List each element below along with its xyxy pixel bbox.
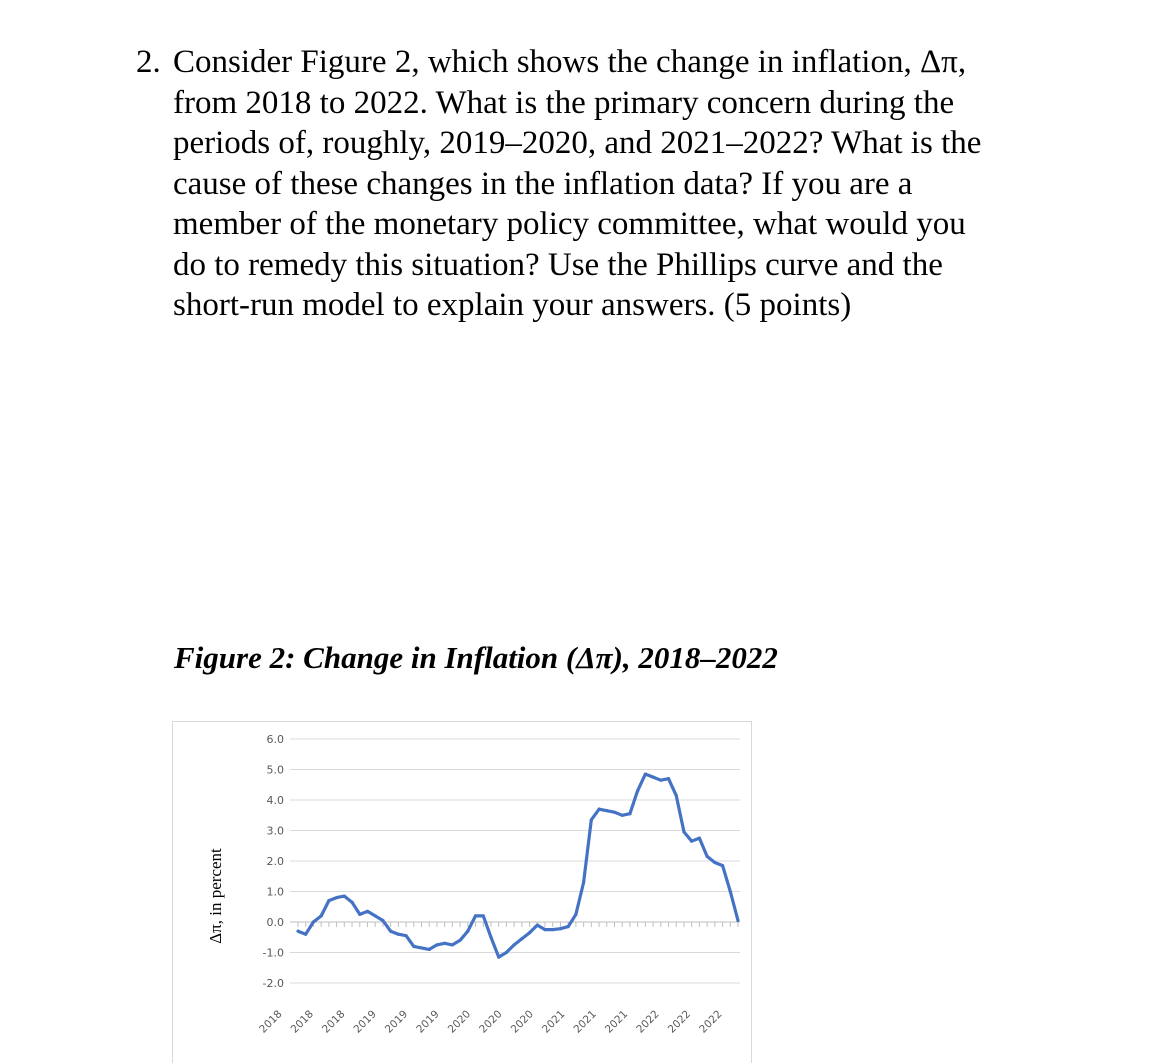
- y-tick-label: 6.0: [266, 733, 284, 746]
- data-point: [358, 913, 361, 916]
- data-point: [320, 914, 323, 917]
- question-line: cause of these changes in the inflation data? If you are a: [173, 165, 913, 202]
- y-tick-label: 0.0: [266, 916, 284, 929]
- data-point: [489, 936, 492, 939]
- data-point: [505, 951, 508, 954]
- data-point: [381, 919, 384, 922]
- data-point: [443, 942, 446, 945]
- x-tick-label: 2021: [571, 1008, 599, 1036]
- data-point: [474, 914, 477, 917]
- data-point: [605, 809, 608, 812]
- data-point: [644, 772, 647, 775]
- question-line: short-run model to explain your answers. (5 points): [173, 287, 852, 323]
- data-point: [582, 881, 585, 884]
- data-point: [574, 913, 577, 916]
- data-point: [651, 776, 654, 779]
- x-tick-label: 2020: [508, 1008, 537, 1036]
- data-point: [482, 914, 485, 917]
- x-tick-label: 2020: [445, 1008, 474, 1036]
- data-point: [713, 861, 716, 864]
- data-point: [667, 777, 670, 780]
- question-line: do to remedy this situation? Use the Phillips curve and the: [173, 246, 943, 283]
- y-axis-label: Δπ, in percent: [206, 848, 225, 944]
- data-point: [621, 814, 624, 817]
- data-point: [451, 943, 454, 946]
- data-point: [736, 919, 739, 922]
- y-tick-label: 4.0: [266, 794, 284, 807]
- data-point: [513, 943, 516, 946]
- x-tick-label: 2021: [540, 1008, 568, 1036]
- data-point: [520, 937, 523, 940]
- data-point: [343, 894, 346, 897]
- data-point: [420, 946, 423, 949]
- data-point: [374, 914, 377, 917]
- x-tick-label: 2022: [665, 1008, 694, 1036]
- y-tick-label: -1.0: [262, 946, 284, 960]
- question: [136, 42, 1036, 326]
- data-point: [397, 933, 400, 936]
- y-tick-label: 5.0: [266, 763, 284, 777]
- x-tick-label: 2018: [288, 1008, 317, 1036]
- data-point: [597, 808, 600, 811]
- data-point: [698, 837, 701, 840]
- data-point: [404, 934, 407, 937]
- x-tick-label: 2020: [477, 1008, 505, 1036]
- question-line: Consider Figure 2, which shows the change in inflation, Δπ,: [173, 44, 967, 80]
- data-point: [567, 925, 570, 928]
- data-point: [350, 901, 353, 904]
- question-line: periods of, roughly, 2019–2020, and 2021–2022? What is the: [173, 125, 982, 161]
- data-point: [706, 855, 709, 858]
- data-point: [428, 948, 431, 951]
- data-point: [366, 910, 369, 913]
- data-point: [721, 864, 724, 867]
- x-tick-label: 2019: [414, 1008, 442, 1036]
- data-point: [559, 927, 562, 930]
- data-point: [389, 930, 392, 933]
- data-point: [551, 928, 554, 931]
- x-tick-label: 2019: [382, 1008, 411, 1036]
- x-tick-label: 2022: [634, 1008, 662, 1036]
- y-tick-label: 1.0: [266, 885, 284, 899]
- y-tick-label: 3.0: [266, 824, 284, 838]
- question-number: 2.: [136, 44, 161, 80]
- x-tick-label: 2018: [320, 1008, 348, 1036]
- data-point: [729, 890, 732, 893]
- data-point: [628, 812, 631, 815]
- data-point: [659, 779, 662, 782]
- data-point: [636, 789, 639, 792]
- x-tick-label: 2018: [257, 1008, 285, 1036]
- inflation-chart: [173, 722, 751, 1063]
- figure-title: Figure 2: Change in Inflation (Δπ), 2018–2022: [174, 640, 778, 675]
- data-point: [304, 933, 307, 936]
- data-point: [690, 840, 693, 843]
- data-point: [536, 923, 539, 926]
- data-point: [312, 920, 315, 923]
- data-point: [543, 928, 546, 931]
- series-line: [298, 774, 738, 957]
- data-point: [327, 899, 330, 902]
- data-point: [435, 943, 438, 946]
- y-tick-label: 2.0: [266, 855, 284, 868]
- question-line: member of the monetary policy committee, what would you: [173, 206, 966, 242]
- question-text: [173, 42, 1036, 326]
- data-point: [497, 955, 500, 958]
- data-point: [613, 811, 616, 814]
- data-point: [412, 945, 415, 948]
- data-point: [466, 930, 469, 933]
- data-point: [682, 830, 685, 833]
- y-tick-label: -2.0: [262, 977, 284, 990]
- x-tick-label: 2022: [697, 1008, 725, 1036]
- x-tick-label: 2019: [351, 1008, 379, 1036]
- data-point: [590, 818, 593, 821]
- x-tick-label: 2021: [602, 1008, 631, 1036]
- data-point: [335, 896, 338, 899]
- chart-frame: [172, 721, 752, 1063]
- data-point: [296, 930, 299, 933]
- data-point: [459, 939, 462, 942]
- question-line: from 2018 to 2022. What is the primary concern during the: [173, 84, 955, 121]
- data-point: [675, 794, 678, 797]
- data-point: [528, 931, 531, 934]
